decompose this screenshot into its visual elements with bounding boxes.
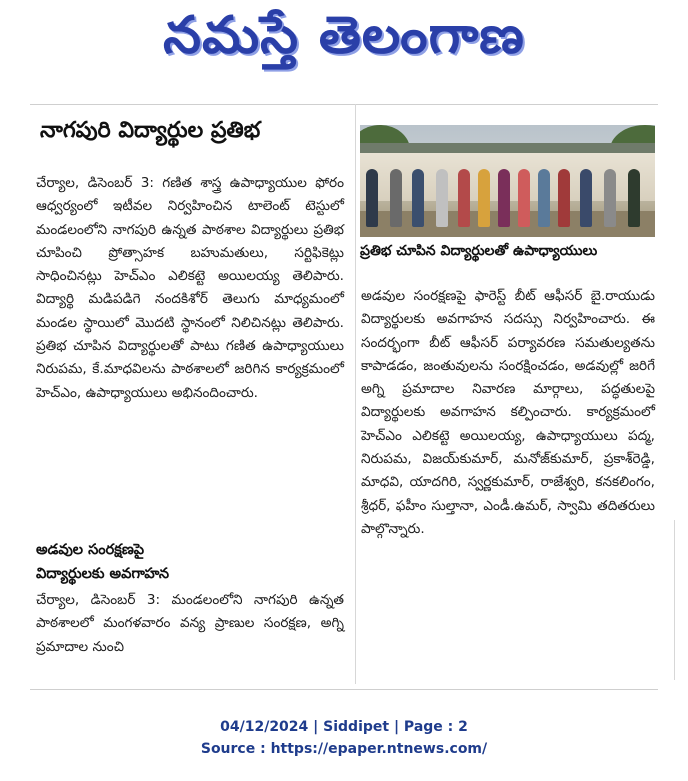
- photo-person: [478, 169, 490, 227]
- group-photo: [360, 125, 655, 237]
- photo-person: [498, 169, 510, 227]
- photo-person: [580, 169, 592, 227]
- story1-body: చేర్యాల, డిసెంబర్ 3: గణిత శాస్త్ర ఉపాధ్యాయుల ఫోరం ఆధ్వర్యంలో ఇటీవల నిర్వహించిన టాలెంట్ టెస్టులో మండలంలోని నాగపురి ఉన్నత పాఠశాల విద్యార్థులు ప్రతిభ చూపించి ప్రోత్సాహక బహుమతులు, సర్టిఫికెట్లు సాధించినట్లు హెచ్‌ఎం ఎలికట్టె అయిలయ్య తెలిపారు. విద్యార్థి మడిపడిగె నందకిశోర్ తెలుగు మాధ్యమంలో మండల స్థాయిలో మొదటి స్థానంలో నిలిచినట్లు తెలిపారు. ప్రతిభ చూపిన విద్యార్థులతో పాటు గణిత ఉపాధ్యాయులు నిరుపమ, కే.మాధవిలను పాఠశాలలో జరిగిన కార్యక్రమంలో హెచ్‌ఎం, ఉపాధ్యాయులు అభినందించారు.: [36, 175, 344, 401]
- subheadline-line2: విద్యార్థులకు అవగాహన: [36, 566, 170, 582]
- photo-person: [412, 169, 424, 227]
- subheadline-line1: అడవుల సంరక్షణపై: [36, 542, 145, 558]
- photo-person: [518, 169, 530, 227]
- masthead: [0, 0, 688, 82]
- story2-body-left: చేర్యాల, డిసెంబర్ 3: మండలంలోని నాగపురి ఉన్నత పాఠశాలలో మంగళవారం వన్య ప్రాణుల సంరక్షణ, అగ్ని ప్రమాదాల నుంచి: [36, 592, 344, 655]
- photo-person: [604, 169, 616, 227]
- photo-person: [458, 169, 470, 227]
- newspaper-title: నమస్తే తెలంగాణ: [163, 3, 525, 65]
- photo-person: [436, 169, 448, 227]
- photo-person: [558, 169, 570, 227]
- story2-body-right: అడవుల సంరక్షణపై ఫారెస్ట్ బీట్ ఆఫీసర్ బై.రాయుడు విద్యార్థులకు అవగాహన సదస్సు నిర్వహించారు. ఈ సందర్భంగా బీట్ ఆఫీసర్ పర్యావరణ సమతుల్యతను కాపాడడం, జంతువులను సంరక్షించడం, అడవుల్లో జరిగే అగ్ని ప్రమాదాల నివారణ మార్గాలు, పద్ధతులపై విద్యార్థులకు అవగాహన కల్పించారు. కార్యక్రమంలో హెచ్‌ఎం ఎలికట్టె అయిలయ్య, ఉపాధ్యాయులు పద్మ, నిరుపమ, విజయ్‌కుమార్, మనోజ్‌కుమార్, ప్రకాశ్‌రెడ్డి, మాధవి, యాదగిరి, స్వర్ణకుమార్, రాజేశ్వరి, కనకలింగం, శ్రీధర్, ఫహీం సుల్తానా, ఎండీ.ఉమర్, స్వామి తదితరులు పాల్గొన్నారు.: [361, 288, 655, 537]
- article-headline: నాగపురి విద్యార్థుల ప్రతిభ: [40, 118, 261, 143]
- photo-caption: ప్రతిభ చూపిన విద్యార్థులతో ఉపాధ్యాయులు: [360, 243, 598, 259]
- right-edge-divider: [674, 520, 675, 680]
- photo-person: [366, 169, 378, 227]
- source-link[interactable]: Source : https://epaper.ntnews.com/: [200, 741, 488, 757]
- photo-person: [538, 169, 550, 227]
- footer: [0, 716, 688, 760]
- column-divider: [355, 104, 356, 684]
- story2-subheadline: [36, 538, 336, 586]
- photo-person: [628, 169, 640, 227]
- edition-info: 04/12/2024 | Siddipet | Page : 2: [220, 719, 468, 735]
- photo-person: [390, 169, 402, 227]
